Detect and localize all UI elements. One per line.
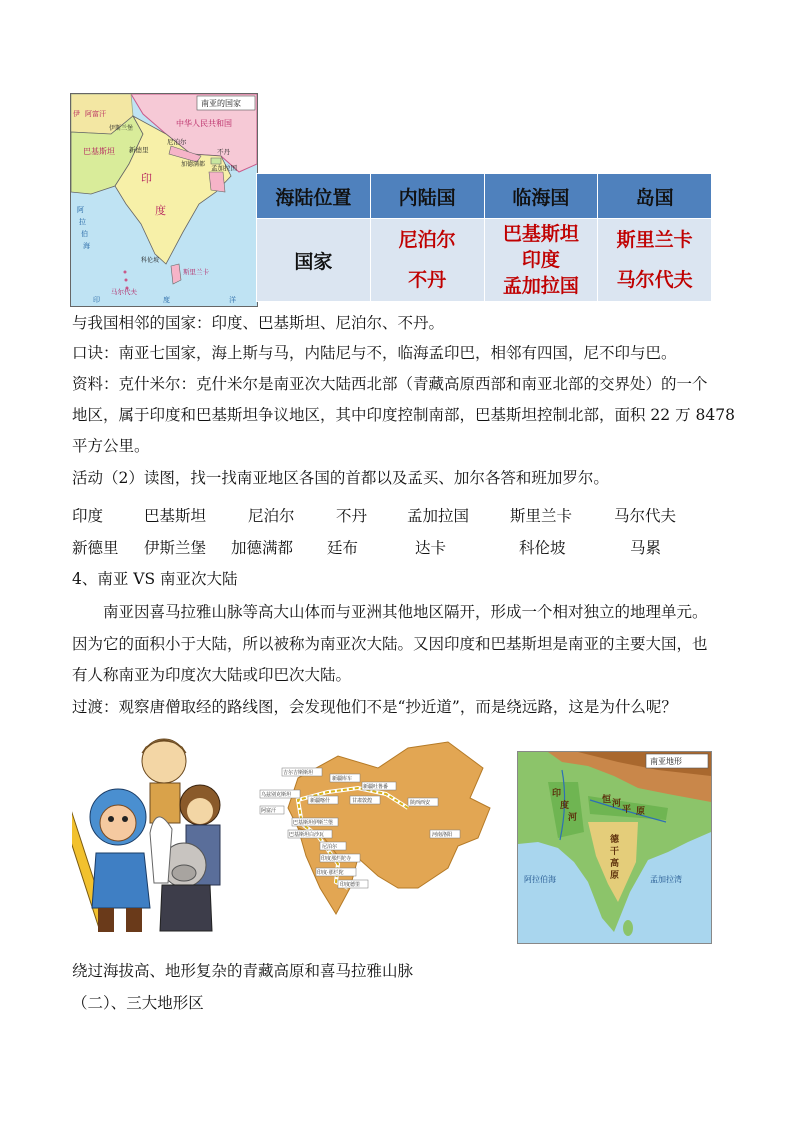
island-country: 斯里兰卡	[616, 229, 693, 251]
map-label-srilanka: 斯里兰卡	[183, 268, 209, 276]
south-asia-terrain-map	[517, 751, 712, 944]
map-label-ocean-2: 度	[163, 296, 170, 304]
route-stop: 陕西西安	[410, 800, 431, 806]
map-label-arabian-2: 拉	[79, 218, 86, 226]
list-item: 马累	[630, 539, 662, 557]
capital-list	[0, 536, 794, 556]
route-stop: 乌兹别克斯坦	[261, 792, 292, 798]
terrain-label: 河	[568, 813, 578, 823]
route-stop: 尼泊尔	[322, 844, 338, 850]
kashmir-info-line1: 资料：克什米尔：克什米尔是南亚次大陆西北部（青藏高原西部和南亚北部的交界处）的一个	[72, 375, 708, 393]
terrain-label: 干	[610, 847, 620, 857]
map-label-nepal: 尼泊尔	[167, 138, 187, 146]
route-stop: 巴基斯坦白沙瓦	[289, 832, 325, 838]
coastal-country: 印度	[521, 249, 560, 271]
list-item: 不丹	[336, 507, 368, 525]
terrain-label: 平	[622, 805, 632, 815]
caption-text: 绕过海拔高、地形复杂的青藏高原和喜马拉雅山脉	[72, 962, 414, 980]
list-item: 加德满都	[231, 539, 294, 557]
terrain-label: 原	[636, 807, 646, 817]
route-stop: 印度·那烂陀	[317, 870, 344, 876]
island-cell	[598, 219, 712, 302]
route-stop: 吉尔吉斯斯坦	[283, 770, 314, 776]
map-label-ocean-3: 洋	[229, 296, 236, 304]
route-stop: 阿富汗	[261, 808, 277, 814]
section-heading: （二）、三大地形区	[72, 994, 204, 1012]
xuanzang-route-map	[258, 738, 498, 918]
coastal-country: 孟加拉国	[502, 275, 579, 297]
route-stop: 巴基斯坦伊斯兰堡	[293, 820, 334, 826]
list-item: 斯里兰卡	[510, 507, 573, 525]
coastal-country: 巴基斯坦	[502, 223, 579, 245]
row-label: 国家	[257, 219, 371, 302]
section-4-heading: 4、南亚 VS 南亚次大陆	[72, 570, 238, 588]
terrain-title: 南亚地形	[650, 757, 682, 766]
map-label-bhutan: 不丹	[217, 148, 230, 156]
terrain-label: 河	[612, 799, 622, 809]
header-position: 海陆位置	[257, 174, 371, 219]
map-label-ocean-1: 印	[93, 296, 100, 304]
map-label-colombo: 科伦坡	[141, 257, 160, 264]
table-row	[257, 219, 712, 302]
list-item: 印度	[72, 507, 104, 525]
map-label-maldives: 马尔代夫	[111, 288, 137, 296]
header-coastal: 临海国	[484, 174, 598, 219]
subcontinent-line1: 南亚因喜马拉雅山脉等高大山体而与亚洲其他地区隔开，形成一个相对独立的地理单元。	[103, 603, 708, 621]
inland-cell	[370, 219, 484, 302]
sea-land-classification-table	[256, 173, 712, 302]
header-island: 岛国	[598, 174, 712, 219]
list-item: 科伦坡	[519, 539, 566, 557]
header-inland: 内陆国	[370, 174, 484, 219]
terrain-label: 德	[610, 835, 620, 845]
map-label-india-2: 度	[155, 204, 166, 217]
map-label-newdelhi: 新德里	[129, 146, 149, 154]
route-stop: 新疆库车	[332, 776, 353, 782]
political-map-drawing	[71, 94, 257, 306]
map-label-arabian-3: 伯	[81, 230, 88, 238]
map-label-pakistan: 巴基斯坦	[83, 147, 115, 156]
route-stop: 新疆吐鲁番	[363, 784, 389, 790]
route-stop: 甘肃敦煌	[352, 798, 373, 804]
south-asia-political-map	[70, 93, 258, 307]
map-label-china: 中华人民共和国	[176, 119, 232, 128]
list-item: 达卡	[415, 539, 447, 557]
route-stop: 印度德里	[340, 882, 361, 888]
list-item: 廷布	[327, 539, 359, 557]
terrain-label: 孟加拉湾	[650, 875, 682, 884]
coastal-cell	[484, 219, 598, 302]
terrain-label: 恒	[602, 795, 612, 805]
activity-text: 活动（2）读图，找一找南亚地区各国的首都以及孟买、加尔各答和班加罗尔。	[72, 469, 609, 487]
terrain-label: 印	[552, 789, 562, 799]
kashmir-info-line3: 平方公里。	[72, 437, 150, 455]
map-label-india-1: 印	[141, 172, 152, 185]
terrain-label: 原	[610, 871, 620, 881]
route-stop: 印度那烂陀寺	[321, 856, 352, 862]
list-item: 马尔代夫	[614, 507, 677, 525]
map-label-bangladesh: 孟加拉国	[211, 164, 237, 172]
subcontinent-line2: 因为它的面积小于大陆，所以被称为南亚次大陆。又因印度和巴基斯坦是南亚的主要大国，也	[72, 635, 708, 653]
island-country: 马尔代夫	[616, 269, 693, 291]
table-header-row	[257, 174, 712, 219]
route-stop: 河南洛阳	[432, 832, 453, 838]
list-item: 伊斯兰堡	[144, 539, 207, 557]
journey-to-west-illustration	[72, 733, 252, 938]
terrain-label: 高	[610, 859, 620, 869]
map-label-arabian-4: 海	[83, 242, 90, 250]
country-list	[0, 504, 794, 524]
map-label-arabian-1: 阿	[77, 206, 84, 214]
inland-country: 不丹	[408, 269, 447, 291]
subcontinent-line3: 有人称南亚为印度次大陆或印巴次大陆。	[72, 666, 352, 684]
terrain-label: 阿拉伯海	[524, 875, 556, 884]
transition-text: 过渡：观察唐僧取经的路线图，会发现他们不是“抄近道”，而是绕远路，这是为什么呢？	[72, 698, 677, 716]
map-label-kathmandu: 加德满都	[181, 161, 206, 168]
map-label-islamabad: 伊斯兰堡	[109, 125, 134, 132]
map-title: 南亚的国家	[201, 99, 241, 108]
neighbor-countries-text: 与我国相邻的国家：印度、巴基斯坦、尼泊尔、不丹。	[72, 314, 445, 332]
kashmir-info-line2: 地区，属于印度和巴基斯坦争议地区，其中印度控制南部，巴基斯坦控制北部，面积 22 万 8478	[72, 406, 735, 424]
route-stop: 新疆喀什	[310, 798, 331, 804]
terrain-label: 度	[560, 801, 570, 811]
list-item: 新德里	[72, 539, 119, 557]
list-item: 巴基斯坦	[144, 507, 207, 525]
map-label-iran: 伊	[73, 110, 80, 118]
mnemonic-text: 口诀：南亚七国家，海上斯与马，内陆尼与不，临海孟印巴，相邻有四国，尼不印与巴。	[72, 344, 677, 362]
list-item: 孟加拉国	[407, 507, 470, 525]
map-label-afghanistan: 阿富汗	[85, 110, 106, 118]
inland-country: 尼泊尔	[398, 229, 456, 251]
list-item: 尼泊尔	[248, 507, 295, 525]
